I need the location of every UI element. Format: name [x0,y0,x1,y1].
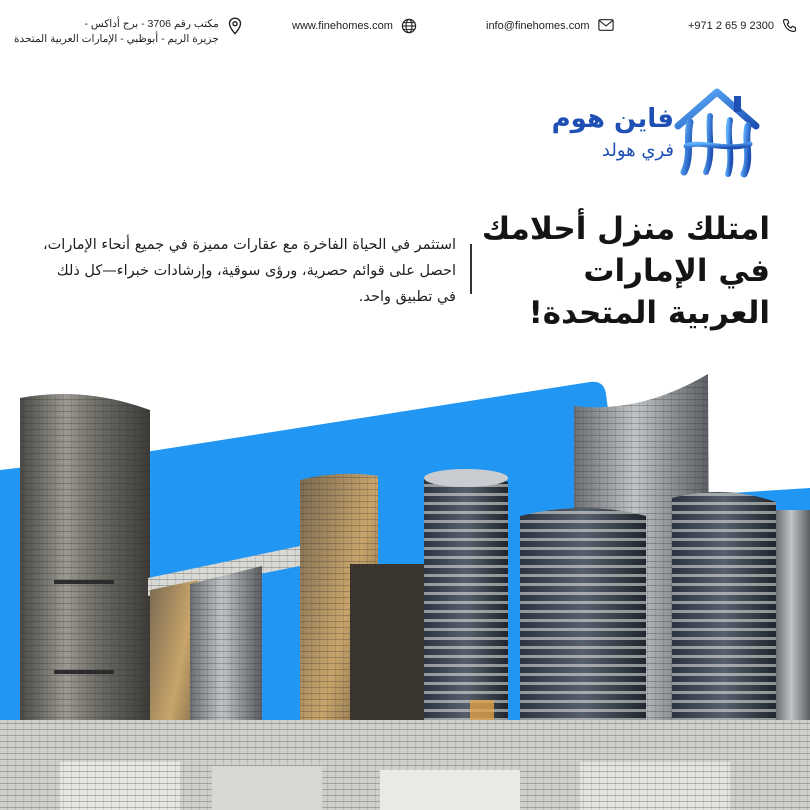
phone-link[interactable] [688,18,798,34]
vertical-divider [470,244,472,294]
address-text [14,17,219,47]
address-block [14,17,243,47]
logo-brand-name: فاين هوم [551,104,674,134]
address-line-2: جزيرة الريم - أبوظبي - الإمارات العربية المتحدة [14,33,219,45]
phone-icon [782,18,798,34]
globe-icon [401,18,417,34]
email-text[interactable]: info@finehomes.com [486,20,590,32]
website-link[interactable] [292,18,417,34]
phone-text[interactable]: +971 2 65 9 2300 [688,20,774,32]
dubai-skyline-image [0,370,810,810]
brand-logo [534,86,760,178]
email-link[interactable] [486,18,614,34]
logo-subtitle: فري هولد [601,140,674,161]
tagline-text: استثمر في الحياة الفاخرة مع عقارات مميزة في جميع أنحاء الإمارات، احصل على قوائم حصرية، ورؤى سوقية، وإرشادات خبراء—كل ذلك في تطبيق واحد. [42,237,456,305]
website-text[interactable]: www.finehomes.com [292,20,393,32]
address-line-1: مكتب رقم 3706 - برج أداكس - [84,18,219,30]
house-logo-icon [674,86,760,178]
page-title: امتلك منزل أحلامك في الإمارات العربية المتحدة! [481,211,770,331]
location-pin-icon [227,17,243,33]
envelope-icon [598,18,614,34]
